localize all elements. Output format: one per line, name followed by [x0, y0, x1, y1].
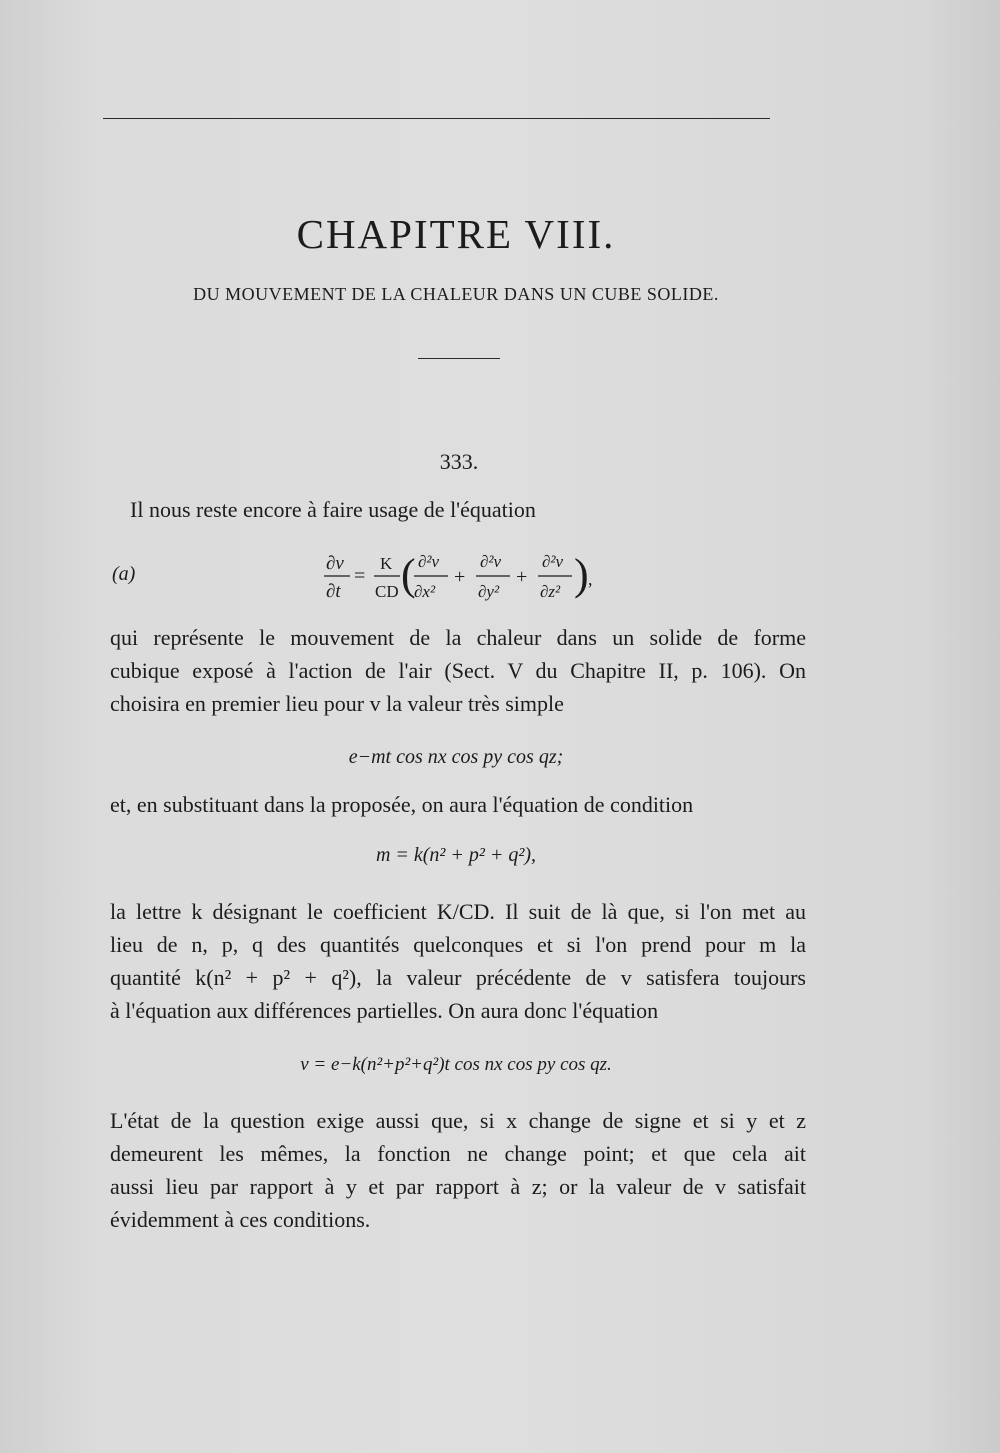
svg-text:CD: CD [375, 582, 399, 601]
intro-line: Il nous reste encore à faire usage de l'équation [130, 497, 536, 522]
text-line: L'état de la question exige aussi que, si x change de signe et si y et z [110, 1108, 806, 1133]
svg-text:∂z²: ∂z² [540, 582, 561, 601]
svg-text:∂y²: ∂y² [478, 582, 500, 601]
text-line: lieu de n, p, q des quantités quelconques et si l'on prend pour m la [110, 932, 806, 957]
text-line: aussi lieu par rapport à y et par rapport à z; or la valeur de v satisfait [110, 1174, 806, 1199]
svg-text:,: , [588, 569, 593, 589]
svg-text:): ) [574, 550, 589, 599]
svg-text:K: K [380, 554, 393, 573]
paragraph-4 [110, 1104, 806, 1236]
text-line: cubique exposé à l'action de l'air (Sect. V du Chapitre II, p. 106). On [110, 658, 806, 683]
chapter-subtitle: DU MOUVEMENT DE LA CHALEUR DANS UN CUBE SOLIDE. [193, 284, 719, 304]
section-number: 333. [439, 449, 479, 474]
svg-text:+: + [454, 566, 466, 588]
text-line: qui représente le mouvement de la chaleur dans un solide de forme [110, 625, 806, 650]
svg-text:∂²v: ∂²v [542, 552, 564, 571]
text-line: à l'équation aux différences partielles. On aura donc l'équation [110, 998, 659, 1023]
header-rule [103, 118, 770, 119]
svg-text:∂²v: ∂²v [418, 552, 440, 571]
heat-equation [320, 545, 600, 617]
text-line: et, en substituant dans la proposée, on aura l'équation de condition [110, 792, 694, 817]
svg-text:=: = [354, 565, 366, 587]
paragraph-1 [110, 621, 806, 720]
svg-text:∂t: ∂t [326, 581, 341, 602]
svg-text:+: + [516, 566, 528, 588]
text-line: demeurent les mêmes, la fonction ne change point; et que cela ait [110, 1141, 806, 1166]
svg-text:(: ( [401, 550, 416, 599]
paragraph-2 [110, 788, 806, 821]
chapter-title: CHAPITRE VIII. [296, 211, 616, 257]
svg-text:∂v: ∂v [326, 553, 344, 574]
text-line: la lettre k désignant le coefficient K/CD. Il suit de là que, si l'on met au [110, 899, 806, 924]
equation-label: (a) [112, 563, 136, 585]
text-line: quantité k(n² + p² + q²), la valeur précédente de v satisfera toujours [110, 965, 806, 990]
section-divider [418, 358, 500, 359]
paragraph-3 [110, 895, 806, 1027]
equation-solution: v = e−k(n²+p²+q²)t cos nx cos py cos qz. [300, 1054, 612, 1075]
svg-text:∂²v: ∂²v [480, 552, 502, 571]
svg-text:∂x²: ∂x² [414, 582, 436, 601]
text-line: évidemment à ces conditions. [110, 1207, 371, 1232]
text-line: choisira en premier lieu pour v la valeur très simple [110, 691, 564, 716]
equation-trial: e−mt cos nx cos py cos qz; [348, 746, 564, 768]
equation-condition: m = k(n² + p² + q²), [375, 844, 537, 866]
